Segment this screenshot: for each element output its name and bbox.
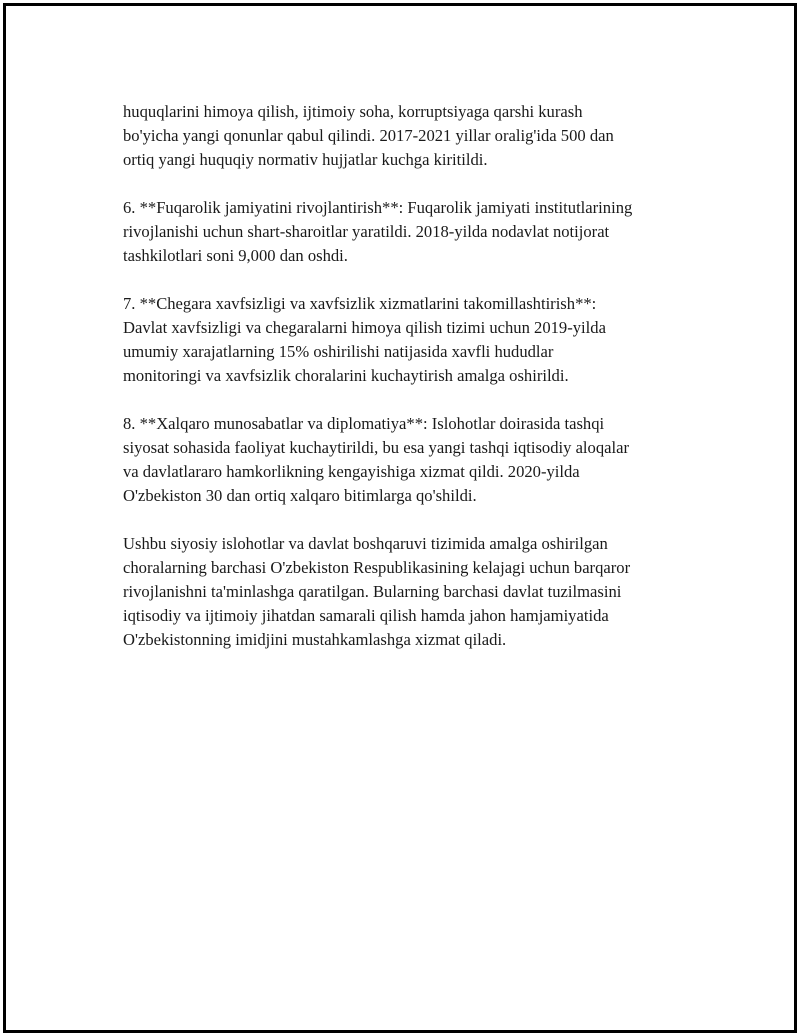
paragraph-item-6	[123, 196, 698, 268]
text-line: Ushbu siyosiy islohotlar va davlat boshqaruvi tizimida amalga oshirilgan	[123, 534, 608, 553]
text-line: 8. **Xalqaro munosabatlar va diplomatiya**: Islohotlar doirasida tashqi	[123, 414, 605, 433]
text-line: bo'yicha yangi qonunlar qabul qilindi. 2017-2021 yillar oralig'ida 500 dan	[123, 126, 614, 145]
text-line: 7. **Chegara xavfsizligi va xavfsizlik xizmatlarini takomillashtirish**:	[123, 294, 597, 313]
text-line: siyosat sohasida faoliyat kuchaytirildi, bu esa yangi tashqi iqtisodiy aloqalar	[123, 438, 630, 457]
paragraph-item-7	[123, 292, 698, 388]
text-line: Davlat xavfsizligi va chegaralarni himoya qilish tizimi uchun 2019-yilda	[123, 318, 606, 337]
text-line: huquqlarini himoya qilish, ijtimoiy soha, korruptsiyaga qarshi kurash	[123, 102, 583, 121]
text-line: rivojlanishi uchun shart-sharoitlar yaratildi. 2018-yilda nodavlat notijorat	[123, 222, 610, 241]
document-body	[123, 100, 698, 676]
paragraph-continuation	[123, 100, 698, 172]
text-line: O'zbekistonning imidjini mustahkamlashga xizmat qiladi.	[123, 630, 507, 649]
text-line: tashkilotlari soni 9,000 dan oshdi.	[123, 246, 348, 265]
text-line: monitoringi va xavfsizlik choralarini kuchaytirish amalga oshirildi.	[123, 366, 569, 385]
text-line: O'zbekiston 30 dan ortiq xalqaro bitimlarga qo'shildi.	[123, 486, 477, 505]
text-line: umumiy xarajatlarning 15% oshirilishi natijasida xavfli hududlar	[123, 342, 554, 361]
text-line: va davlatlararo hamkorlikning kengayishiga xizmat qildi. 2020-yilda	[123, 462, 580, 481]
text-line: iqtisodiy va ijtimoiy jihatdan samarali qilish hamda jahon hamjamiyatida	[123, 606, 609, 625]
text-line: choralarning barchasi O'zbekiston Respublikasining kelajagi uchun barqaror	[123, 558, 631, 577]
text-line: ortiq yangi huquqiy normativ hujjatlar kuchga kiritildi.	[123, 150, 488, 169]
paragraph-conclusion	[123, 532, 698, 652]
page-frame	[3, 3, 797, 1033]
text-line: rivojlanishni ta'minlashga qaratilgan. Bularning barchasi davlat tuzilmasini	[123, 582, 622, 601]
text-line: 6. **Fuqarolik jamiyatini rivojlantirish**: Fuqarolik jamiyati institutlarining	[123, 198, 633, 217]
paragraph-item-8	[123, 412, 698, 508]
